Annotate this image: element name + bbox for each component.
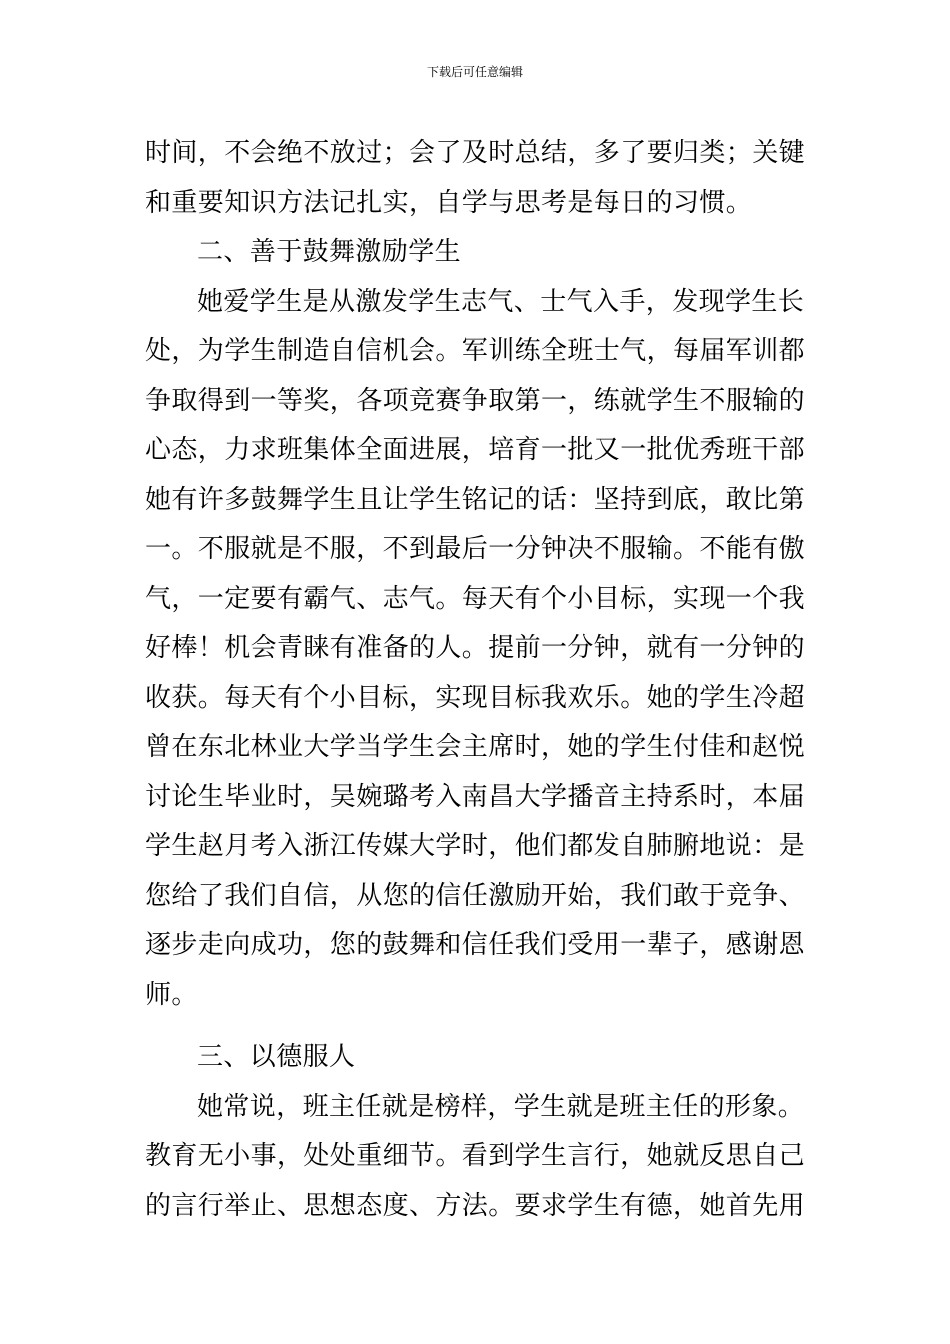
text-line: 她常说，班主任就是榜样，学生就是班主任的形象。 [197, 1091, 805, 1122]
text-line: 的言行举止、思想态度、方法。要求学生有德，她首先用 [145, 1190, 806, 1221]
text-line: 和重要知识方法记扎实，自学与思考是每日的习惯。 [145, 187, 753, 218]
text-line: 争取得到一等奖，各项竞赛争取第一，练就学生不服输的 [145, 385, 806, 416]
text-line: 讨论生毕业时，吴婉璐考入南昌大学播音主持系时，本届 [145, 781, 806, 812]
text-line: 学生赵月考入浙江传媒大学时，他们都发自肺腑地说：是 [145, 831, 806, 861]
text-line: 逐步走向成功，您的鼓舞和信任我们受用一辈子，感谢恩 [145, 930, 806, 960]
text-line: 您给了我们自信，从您的信任激励开始，我们敢于竞争、 [145, 880, 806, 911]
text-line: 气，一定要有霸气、志气。每天有个小目标，实现一个我 [145, 583, 806, 614]
section-heading-2: 二、善于鼓舞激励学生 [197, 237, 462, 267]
text-line: 时间，不会绝不放过；会了及时总结，多了要归类；关键 [145, 138, 806, 168]
page-header: 下载后可任意编辑 [426, 65, 523, 79]
text-line: 心态，力求班集体全面进展，培育一批又一批优秀班干部 [145, 435, 806, 465]
text-line: 好棒！机会青睐有准备的人。提前一分钟，就有一分钟的 [145, 633, 806, 663]
text-line: 收获。每天有个小目标，实现目标我欢乐。她的学生冷超 [145, 682, 806, 713]
text-line: 她有许多鼓舞学生且让学生铭记的话：坚持到底，敢比第 [145, 484, 806, 515]
document-body [145, 129, 810, 1231]
text-line: 师。 [145, 979, 198, 1010]
text-line: 一。不服就是不服，不到最后一分钟决不服输。不能有傲 [145, 534, 806, 564]
text-line: 曾在东北林业大学当学生会主席时，她的学生付佳和赵悦 [145, 732, 806, 762]
text-line: 处，为学生制造自信机会。军训练全班士气，每届军训都 [145, 336, 806, 366]
section-heading-3: 三、以德服人 [197, 1042, 356, 1072]
text-line: 她爱学生是从激发学生志气、士气入手，发现学生长 [197, 286, 805, 317]
text-line: 教育无小事，处处重细节。看到学生言行，她就反思自己 [145, 1141, 806, 1171]
